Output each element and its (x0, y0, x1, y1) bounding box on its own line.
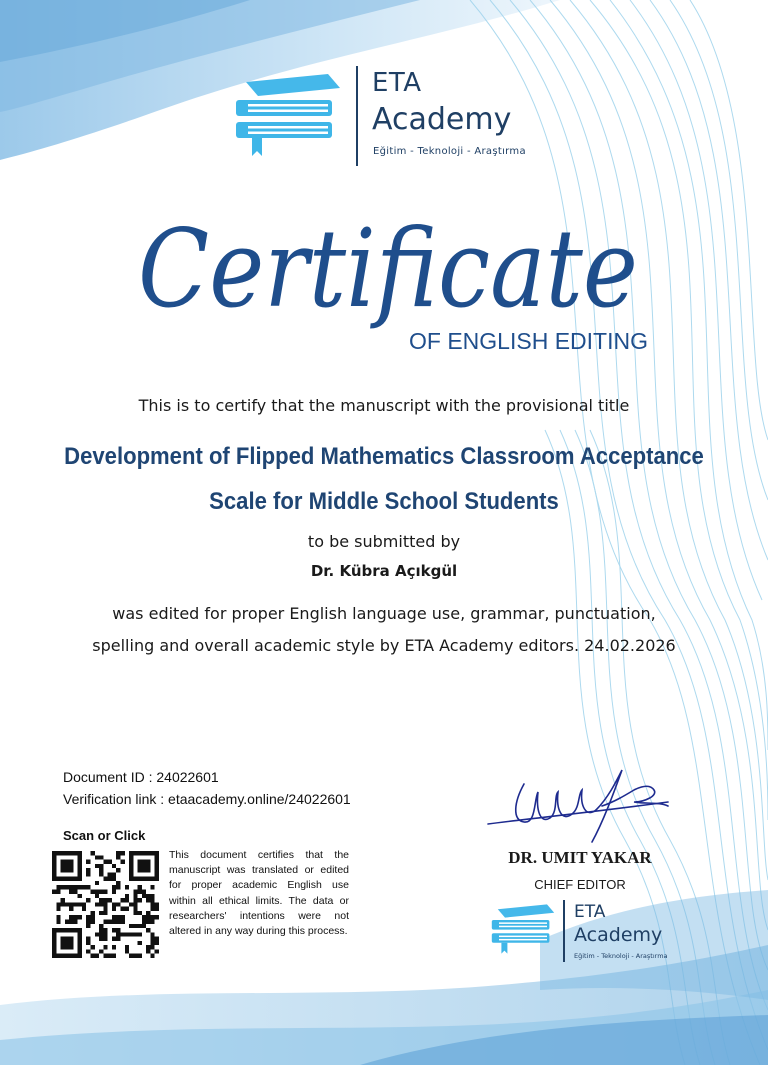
logo-divider (356, 66, 358, 166)
editor-signature (484, 762, 674, 847)
qr-code[interactable] (52, 851, 159, 958)
verification-link[interactable]: Verification link : etaacademy.online/24022601 (63, 791, 351, 807)
logo-name-eta: ETA (574, 902, 606, 922)
scan-or-click-label: Scan or Click (63, 828, 146, 843)
logo-divider (563, 900, 565, 962)
logo-name-eta: ETA (372, 68, 422, 98)
eta-academy-logo-small (487, 898, 687, 968)
logo-tagline: Eğitim - Teknoloji - Araştırma (373, 146, 526, 157)
eta-academy-logo (232, 62, 552, 170)
certificate-subtitle: OF ENGLISH EDITING (409, 328, 648, 354)
editor-name: DR. UMIT YAKAR (508, 848, 652, 867)
manuscript-title-line2: Scale for Middle School Students (209, 488, 559, 515)
submitted-by-label: to be submitted by (307, 532, 461, 551)
stacked-books-icon (232, 70, 344, 170)
document-id: Document ID : 24022601 (63, 769, 219, 785)
certificate-title (130, 188, 650, 388)
stacked-books-icon (487, 902, 559, 962)
body-text-line2: spelling and overall academic style by ETA Academy editors. 24.02.2026 (92, 636, 676, 655)
logo-name-academy: Academy (372, 102, 512, 137)
author-name: Dr. Kübra Açıkgül (310, 562, 458, 580)
editor-role: CHIEF EDITOR (534, 877, 626, 892)
svg-text:Certificate: Certificate (138, 207, 638, 332)
logo-name-academy: Academy (574, 924, 663, 946)
body-text-line1: was edited for proper English language use, grammar, punctuation, (112, 604, 656, 623)
manuscript-title-line1: Development of Flipped Mathematics Classroom Acceptance (64, 443, 704, 470)
logo-tagline: Eğitim - Teknoloji - Araştırma (574, 952, 668, 960)
ethics-note: This document certifies that the manuscript was translated or edited for proper academic English use within all ethical limits. The data or researchers' intentions were not altered in any way during this process. (169, 849, 349, 938)
intro-text: This is to certify that the manuscript with the provisional title (138, 396, 630, 415)
